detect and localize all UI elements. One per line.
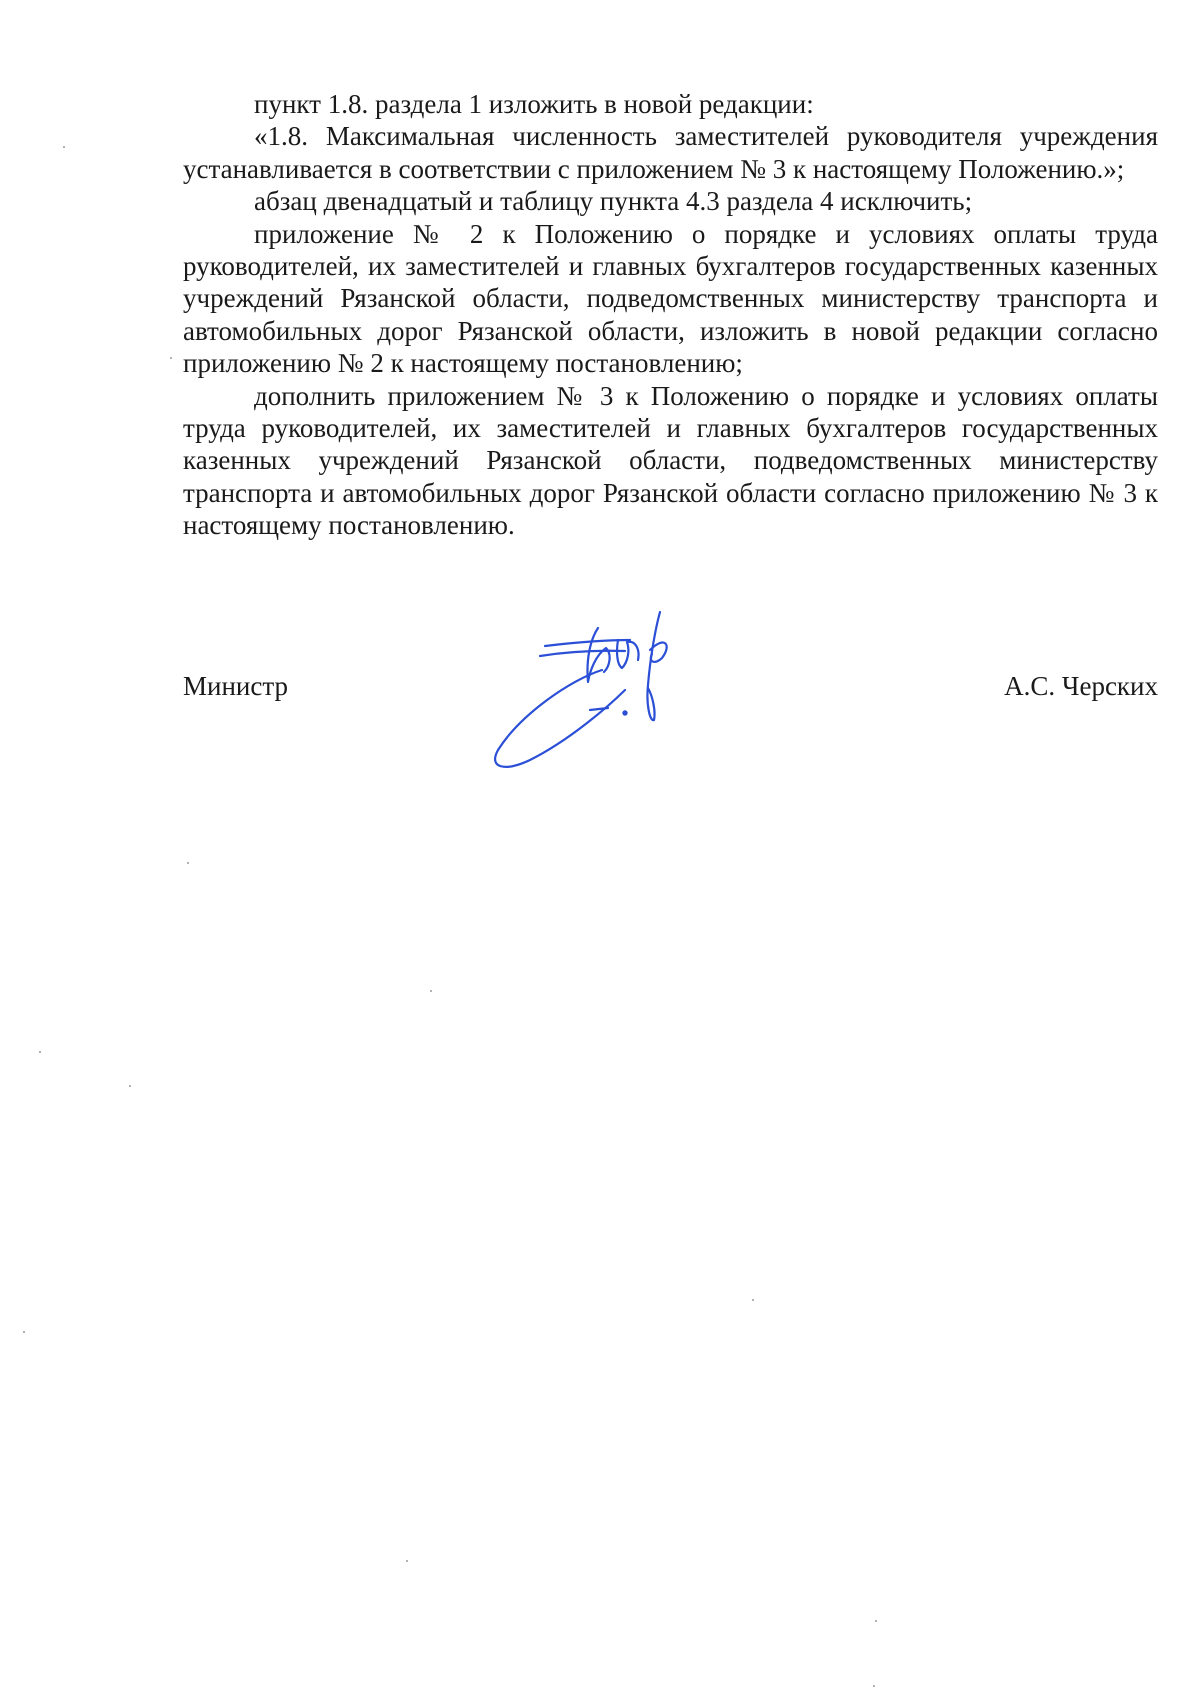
paragraph-clause-1-8-intro: пункт 1.8. раздела 1 изложить в новой редакции: [254, 89, 814, 119]
paragraph-appendix-3: дополнить приложением № 3 к Положению о порядке и условиях оплаты труда руководителей, их заместителей и главных бухгалтеров государственных казенных учреждений Рязанской области, подведомственных министерству транспорта и автомобильных дорог Рязанской области согласно приложению № 3 к настоящему постановлению. [183, 380, 1158, 541]
scan-speck [187, 862, 189, 864]
scan-speck [873, 1685, 875, 1687]
document-body [183, 88, 1158, 542]
scan-speck [39, 1051, 41, 1053]
scan-speck [875, 1620, 877, 1622]
scan-speck [170, 357, 172, 359]
paragraph-exclusion: абзац двенадцатый и таблицу пункта 4.3 раздела 4 исключить; [254, 186, 973, 217]
handwritten-signature [490, 610, 750, 785]
scan-speck [406, 1560, 408, 1562]
scan-speck [63, 146, 65, 148]
paragraph-appendix-2: приложение № 2 к Положению о порядке и условиях оплаты труда руководителей, их заместителей и главных бухгалтеров государственных казенных учреждений Рязанской области, подведомственных министерству транспорта и автомобильных дорог Рязанской области, изложить в новой редакции согласно приложению № 2 к настоящему постановлению; [183, 218, 1158, 379]
scan-speck [430, 990, 432, 992]
signer-name: А.С. Черских [1004, 671, 1158, 701]
paragraph-clause-1-8-text: «1.8. Максимальная численность заместителей руководителя учреждения устанавливается в соответствии с приложением № 3 к настоящему Положению.»; [183, 121, 1158, 184]
scan-speck [23, 1331, 25, 1333]
scan-speck [752, 1299, 754, 1301]
scan-speck [129, 1085, 131, 1087]
signer-title: Министр [183, 671, 288, 701]
